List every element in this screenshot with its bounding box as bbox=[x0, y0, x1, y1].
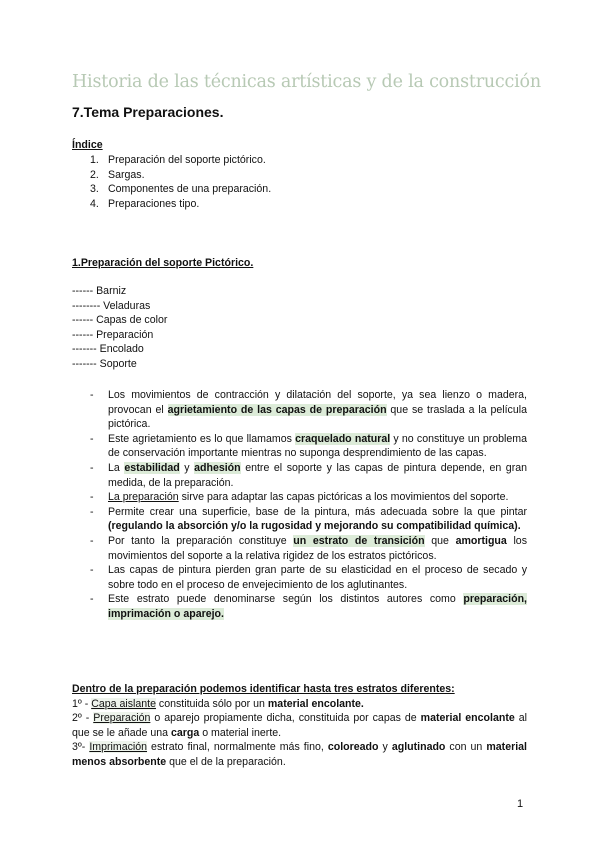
bullet-item: - Las capas de pintura pierden gran parte de su elasticidad en el proceso de secado y sobre todo en el proceso de envejecimiento de los aglutinantes. bbox=[90, 564, 527, 591]
topic-title: 7.Tema Preparaciones. bbox=[72, 104, 224, 120]
bullet-item: - Permite crear una superficie, base de la pintura, más adecuada sobre la que pintar (regulando la absorción y/o la rugosidad y mejorando su compatibilidad química). bbox=[90, 505, 527, 533]
index-item: 3. Componentes de una preparación. bbox=[90, 183, 272, 196]
strata-section bbox=[72, 682, 527, 770]
section-heading: 1.Preparación del soporte Pictórico. bbox=[72, 257, 254, 269]
layer-item: ------ Barniz bbox=[72, 285, 127, 297]
stratum-item: 2º - Preparación o aparejo propiamente dicha, constituida por capas de material encolante al que se le añade una carga o material inerte. bbox=[72, 712, 527, 739]
layer-item: -------- Veladuras bbox=[72, 299, 151, 312]
layer-item: ------ Capas de color bbox=[72, 314, 168, 327]
bullet-item: - La estabilidad y adhesión entre el soporte y las capas de pintura depende, en gran medida, de la preparación. bbox=[90, 461, 527, 489]
document-title: Historia de las técnicas artísticas y de la construcción bbox=[72, 72, 541, 92]
stratum-item: 3º- Imprimación estrato final, normalmente más fino, coloreado y aglutinado con un material menos absorbente que el de la preparación. bbox=[72, 741, 527, 768]
layer-item: ------ Preparación bbox=[72, 328, 154, 341]
bullet-list bbox=[90, 388, 527, 622]
layer-item: ------- Soporte bbox=[72, 357, 137, 370]
index-item: 1. Preparación del soporte pictórico. bbox=[90, 154, 266, 166]
strata-heading: Dentro de la preparación podemos identificar hasta tres estratos diferentes: bbox=[72, 683, 455, 695]
bullet-item: - Este estrato puede denominarse según los distintos autores como preparación, imprimación o aparejo. bbox=[90, 593, 527, 620]
layer-item: ------- Encolado bbox=[72, 343, 144, 356]
stratum-item: 1º - Capa aislante constituida sólo por un material encolante. bbox=[72, 697, 364, 710]
page-number: 1 bbox=[517, 798, 524, 810]
index-item: 4. Preparaciones tipo. bbox=[90, 197, 200, 210]
bullet-item: - Por tanto la preparación constituye un estrato de transición que amortigua los movimientos del soporte a la relativa rigidez de los estratos pictóricos. bbox=[90, 534, 527, 562]
bullet-item: - Este agrietamiento es lo que llamamos craquelado natural y no constituye un problema de conservación importante mientras no suponga desprendimiento de las capas. bbox=[90, 432, 527, 460]
index-heading: Índice bbox=[72, 139, 103, 151]
index-item: 2. Sargas. bbox=[90, 168, 145, 181]
layers-list bbox=[72, 284, 167, 372]
bullet-item: - La preparación sirve para adaptar las capas pictóricas a los movimientos del soporte. bbox=[90, 491, 509, 504]
bullet-item: - Los movimientos de contracción y dilatación del soporte, ya sea lienzo o madera, provocan el agrietamiento de las capas de preparación que se traslada a la película pictórica. bbox=[90, 389, 527, 431]
index-list bbox=[90, 153, 271, 211]
